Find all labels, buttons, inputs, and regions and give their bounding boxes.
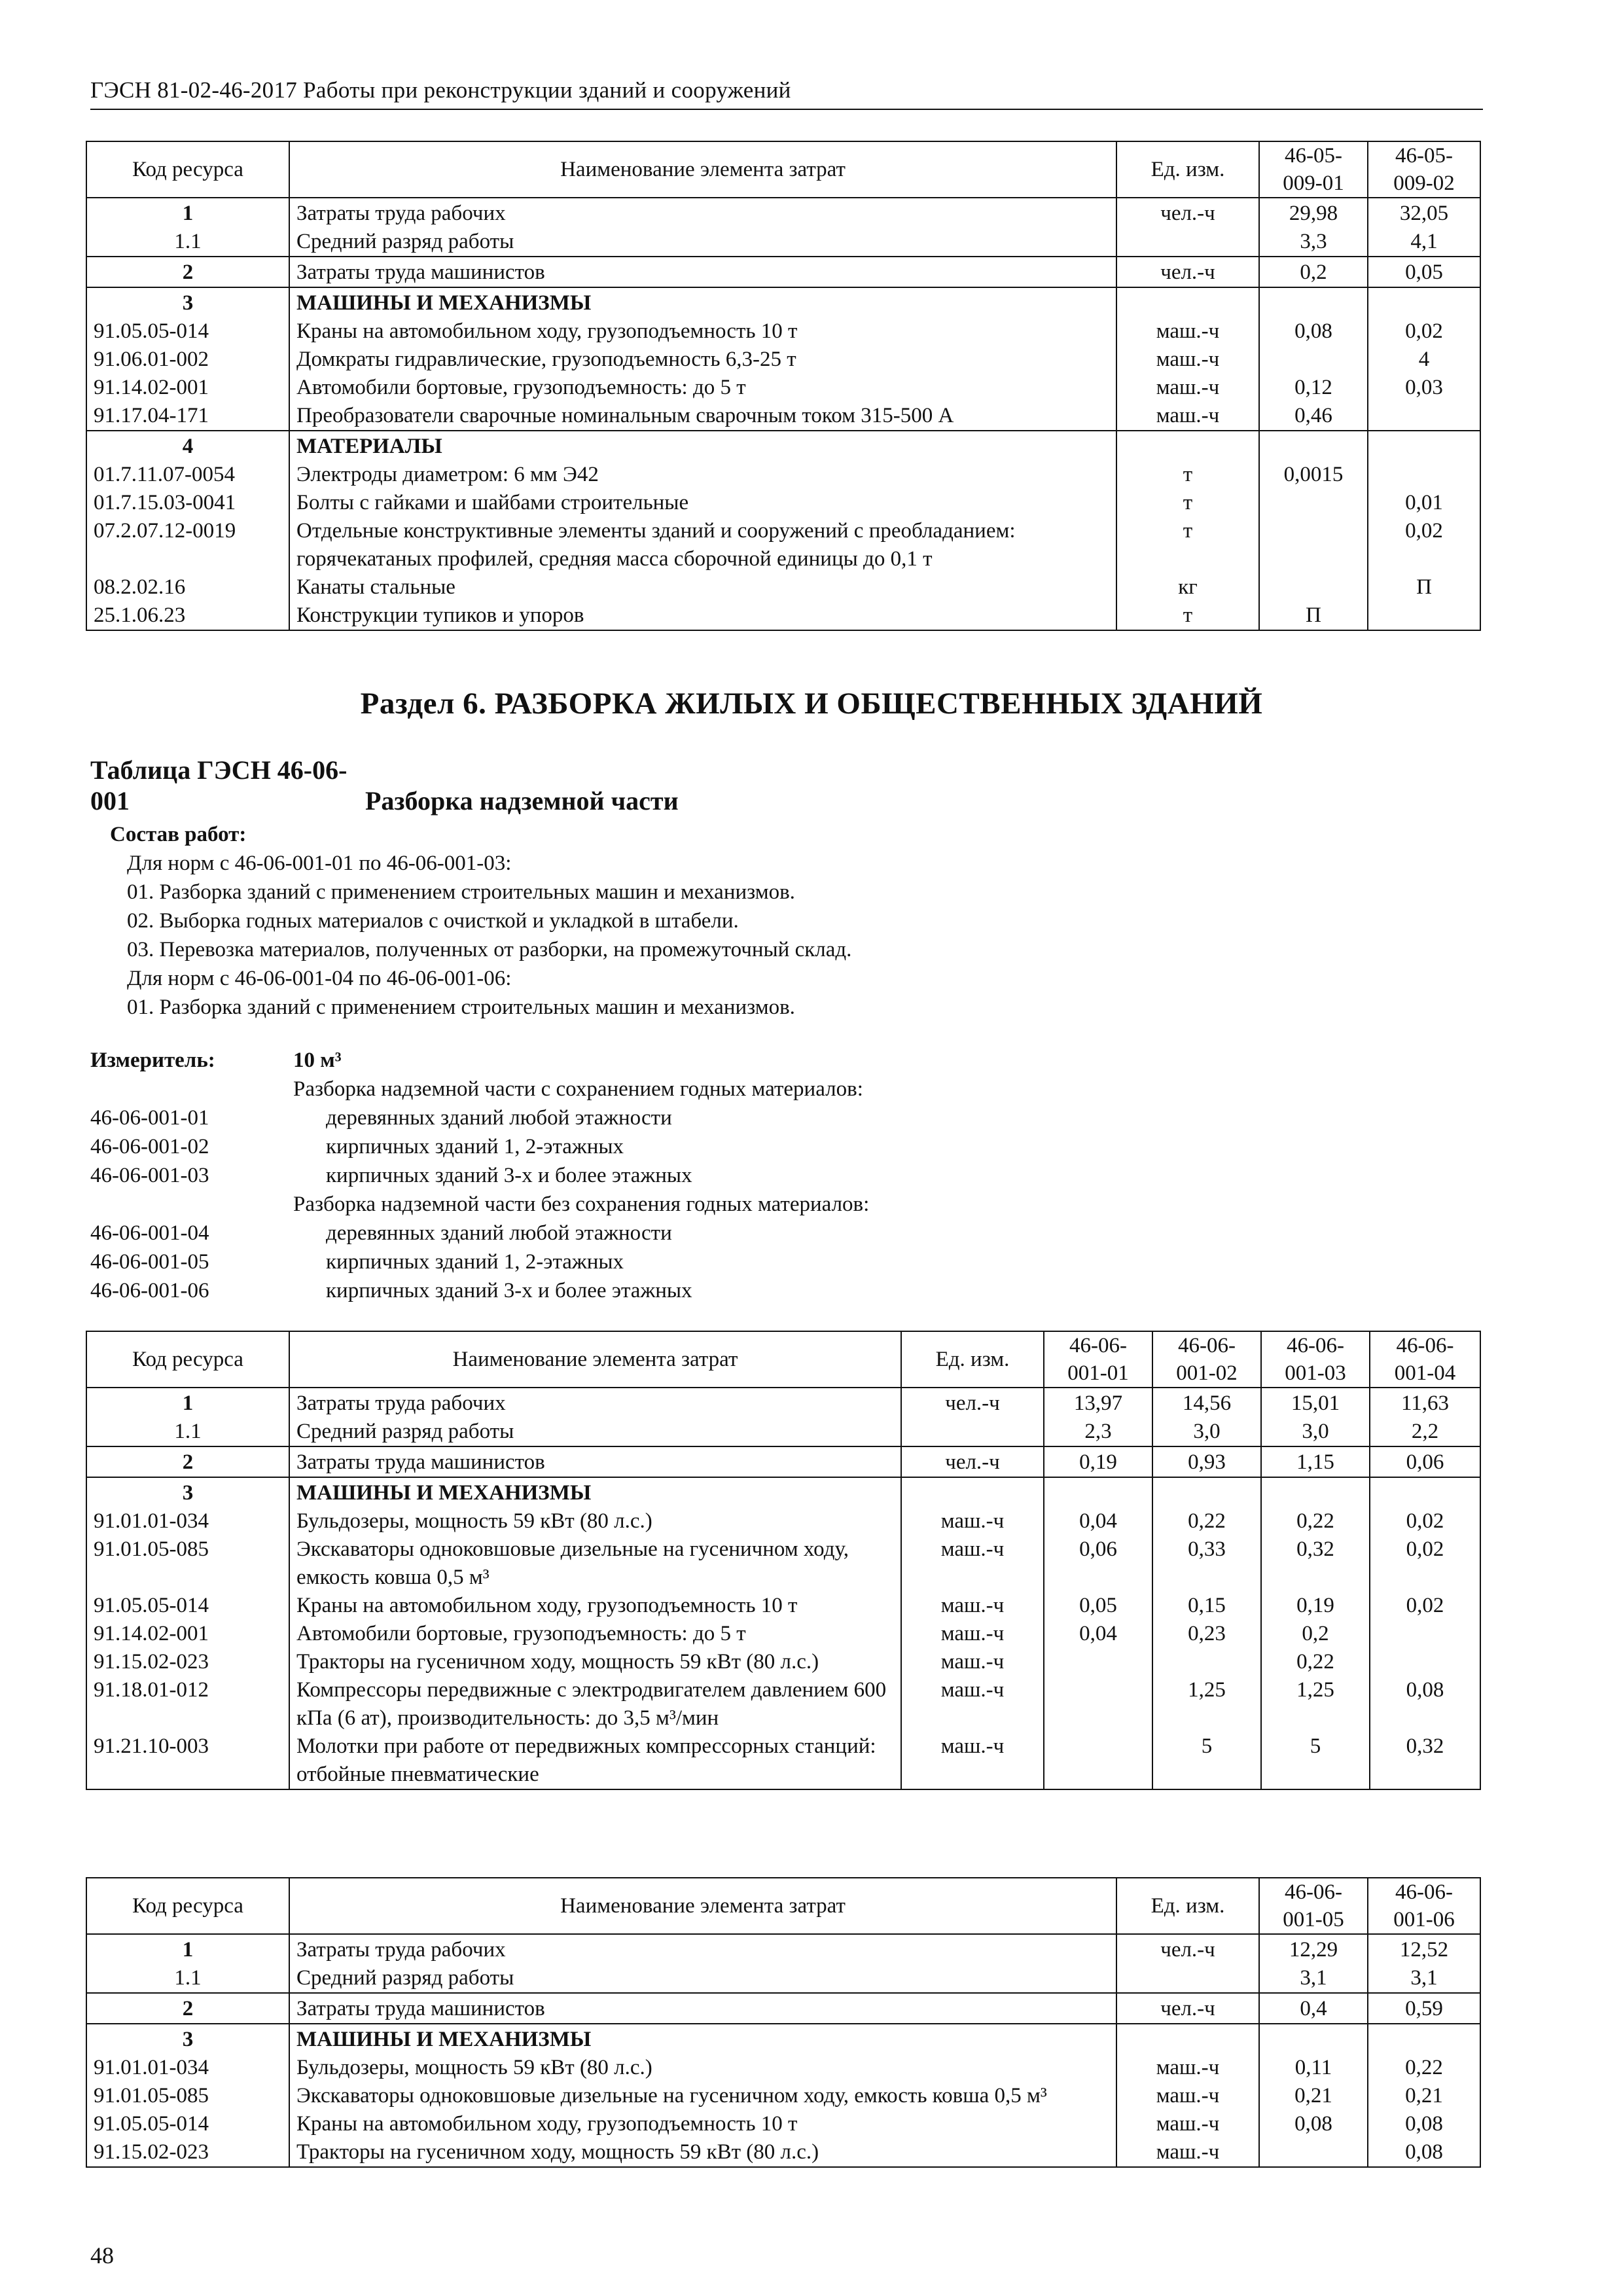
unit-of-measure: маш.-ч — [1116, 402, 1259, 431]
norm-value: 12,29 — [1259, 1934, 1368, 1964]
norm-value — [1259, 2138, 1368, 2167]
unit-of-measure: т — [1116, 461, 1259, 489]
norm-value — [1370, 1648, 1480, 1676]
norm-value — [1152, 1477, 1261, 1507]
cost-element-name: Домкраты гидравлические, грузоподъемность 6,3-25 т — [289, 346, 1116, 374]
row-group — [86, 1993, 1480, 2024]
table-row — [86, 2082, 1480, 2110]
norm-line — [90, 1161, 1137, 1190]
unit-of-measure: маш.-ч — [1116, 346, 1259, 374]
norm-value: 11,63 — [1370, 1388, 1480, 1418]
norm-value: 3,3 — [1259, 228, 1368, 257]
norm-value: 0,19 — [1261, 1592, 1370, 1620]
resource-code: 91.01.05-085 — [86, 2082, 289, 2110]
row-group — [86, 1388, 1480, 1446]
resource-code: 91.14.02-001 — [86, 374, 289, 402]
norm-value — [1370, 1620, 1480, 1648]
measure-block — [90, 1046, 1137, 1305]
column-header: Наименование элемента затрат — [289, 141, 1116, 198]
norm-value — [1259, 287, 1368, 317]
resource-code: 91.05.05-014 — [86, 317, 289, 346]
unit-of-measure: чел.-ч — [901, 1446, 1044, 1477]
norm-value — [1368, 461, 1480, 489]
work-item: 01. Разборка зданий с применением строительных машин и механизмов. — [127, 880, 795, 904]
table-row — [86, 317, 1480, 346]
cost-element-name: Краны на автомобильном ходу, грузоподъемность 10 т — [289, 2110, 1116, 2138]
table-row — [86, 1993, 1480, 2024]
cost-element-name: МАШИНЫ И МЕХАНИЗМЫ — [289, 287, 1116, 317]
norm-value — [1259, 2024, 1368, 2054]
unit-of-measure: кг — [1116, 573, 1259, 601]
cost-element-name: Средний разряд работы — [289, 1418, 901, 1446]
table-row — [86, 573, 1480, 601]
cost-element-name: Экскаваторы одноковшовые дизельные на гусеничном ходу, емкость ковша 0,5 м³ — [289, 2082, 1116, 2110]
norm-value: 29,98 — [1259, 198, 1368, 228]
cost-element-name: Тракторы на гусеничном ходу, мощность 59 кВт (80 л.с.) — [289, 1648, 901, 1676]
norm-value — [1152, 1648, 1261, 1676]
norm-value: 0,08 — [1259, 2110, 1368, 2138]
norm-value: 0,04 — [1044, 1507, 1152, 1535]
unit-of-measure: чел.-ч — [1116, 198, 1259, 228]
page-number: 48 — [90, 2242, 114, 2269]
cost-element-name: Компрессоры передвижные с электродвигателем давлением 600 кПа (6 ат), производительность: до 3,5 м³/мин — [289, 1676, 901, 1732]
norm-value: 3,0 — [1152, 1418, 1261, 1446]
norm-value: 13,97 — [1044, 1388, 1152, 1418]
norm-value: 0,22 — [1152, 1507, 1261, 1535]
norm-description: деревянных зданий любой этажности — [326, 1106, 672, 1130]
unit-of-measure — [1116, 2024, 1259, 2054]
norm-value: 0,15 — [1152, 1592, 1261, 1620]
norm-description: кирпичных зданий 1, 2-этажных — [326, 1250, 624, 1274]
table-row — [86, 2110, 1480, 2138]
norm-line — [90, 1190, 1137, 1219]
unit-of-measure — [901, 1418, 1044, 1446]
column-header: 46-05- 009-01 — [1259, 141, 1368, 198]
row-group — [86, 1446, 1480, 1477]
measure-unit-row — [90, 1046, 1137, 1075]
table-row — [86, 1592, 1480, 1620]
unit-of-measure: чел.-ч — [901, 1388, 1044, 1418]
table-row — [86, 287, 1480, 317]
resource-code: 1.1 — [86, 1418, 289, 1446]
norm-value: 0,2 — [1261, 1620, 1370, 1648]
resource-code: 91.18.01-012 — [86, 1676, 289, 1732]
table-row — [86, 1418, 1480, 1446]
norm-value: П — [1259, 601, 1368, 630]
norm-code — [90, 1190, 293, 1219]
table-row — [86, 2054, 1480, 2082]
cost-element-name: Бульдозеры, мощность 59 кВт (80 л.с.) — [289, 2054, 1116, 2082]
resource-code: 1 — [86, 1388, 289, 1418]
norm-value: 0,08 — [1368, 2138, 1480, 2167]
norm-value — [1368, 431, 1480, 461]
cost-element-name: Канаты стальные — [289, 573, 1116, 601]
resource-table-46-06-001-05-06 — [86, 1877, 1481, 2168]
resource-code: 2 — [86, 1446, 289, 1477]
norm-value: 0,06 — [1044, 1535, 1152, 1592]
norm-value: 0,33 — [1152, 1535, 1261, 1592]
norm-value — [1370, 1477, 1480, 1507]
norm-value: 0,59 — [1368, 1993, 1480, 2024]
table-row — [86, 1446, 1480, 1477]
norm-value: 0,22 — [1261, 1507, 1370, 1535]
table-row — [86, 517, 1480, 573]
norm-value: 3,1 — [1259, 1964, 1368, 1993]
norm-value: 0,02 — [1370, 1592, 1480, 1620]
header-row — [86, 1331, 1480, 1388]
column-header: 46-05- 009-02 — [1368, 141, 1480, 198]
norm-value: 4 — [1368, 346, 1480, 374]
resource-code: 91.14.02-001 — [86, 1620, 289, 1648]
row-group — [86, 198, 1480, 257]
header-row — [86, 141, 1480, 198]
norm-value: 0,22 — [1368, 2054, 1480, 2082]
column-header: Наименование элемента затрат — [289, 1878, 1116, 1934]
unit-of-measure: маш.-ч — [901, 1620, 1044, 1648]
table-row — [86, 1648, 1480, 1676]
cost-element-name: Отдельные конструктивные элементы зданий и сооружений с преобладанием: горячекатаных профилей, средняя масса сборочной единицы до 0,1 т — [289, 517, 1116, 573]
norm-value: 0,19 — [1044, 1446, 1152, 1477]
cost-element-name: Средний разряд работы — [289, 1964, 1116, 1993]
unit-of-measure: маш.-ч — [901, 1676, 1044, 1732]
norm-value: 0,11 — [1259, 2054, 1368, 2082]
norm-value: 1,25 — [1261, 1676, 1370, 1732]
unit-of-measure: маш.-ч — [901, 1507, 1044, 1535]
column-header: 46-06- 001-02 — [1152, 1331, 1261, 1388]
table-row — [86, 1732, 1480, 1789]
norm-value: 32,05 — [1368, 198, 1480, 228]
column-header: Код ресурса — [86, 1331, 289, 1388]
norm-code — [90, 1075, 293, 1103]
resource-code: 91.15.02-023 — [86, 1648, 289, 1676]
resource-code: 91.05.05-014 — [86, 1592, 289, 1620]
resource-table-46-06-001-01-04 — [86, 1331, 1481, 1790]
cost-element-name: Краны на автомобильном ходу, грузоподъемность 10 т — [289, 1592, 901, 1620]
norm-line — [90, 1132, 1137, 1161]
resource-code: 3 — [86, 287, 289, 317]
norm-value: 15,01 — [1261, 1388, 1370, 1418]
norm-value: 0,02 — [1368, 517, 1480, 573]
norm-value: 0,21 — [1259, 2082, 1368, 2110]
cost-element-name: Затраты труда машинистов — [289, 1446, 901, 1477]
table-row — [86, 489, 1480, 517]
running-header: ГЭСН 81-02-46-2017 Работы при реконструкции зданий и сооружений — [90, 77, 791, 103]
cost-element-name: Затраты труда рабочих — [289, 1388, 901, 1418]
unit-of-measure: т — [1116, 601, 1259, 630]
norm-code: 46-06-001-03 — [90, 1164, 209, 1187]
norm-value: 0,03 — [1368, 374, 1480, 402]
cost-element-name: Болты с гайками и шайбами строительные — [289, 489, 1116, 517]
row-group — [86, 431, 1480, 630]
norm-value: 2,3 — [1044, 1418, 1152, 1446]
cost-element-name: Затраты труда машинистов — [289, 1993, 1116, 2024]
norm-line — [90, 1219, 1137, 1247]
cost-element-name: Молотки при работе от передвижных компрессорных станций: отбойные пневматические — [289, 1732, 901, 1789]
norm-value: 0,08 — [1370, 1676, 1480, 1732]
norm-value — [1259, 431, 1368, 461]
resource-code: 1 — [86, 198, 289, 228]
unit-of-measure: т — [1116, 489, 1259, 517]
header-row — [86, 1878, 1480, 1934]
resource-code: 91.15.02-023 — [86, 2138, 289, 2167]
resource-table-46-05-009 — [86, 141, 1481, 631]
table-row — [86, 374, 1480, 402]
norm-value: 0,4 — [1259, 1993, 1368, 2024]
section-title: Раздел 6. РАЗБОРКА ЖИЛЫХ И ОБЩЕСТВЕННЫХ ЗДАНИЙ — [360, 687, 1263, 721]
column-header: 46-06- 001-06 — [1368, 1878, 1480, 1934]
norm-line — [90, 1276, 1137, 1305]
cost-element-name: Тракторы на гусеничном ходу, мощность 59 кВт (80 л.с.) — [289, 2138, 1116, 2167]
table-row — [86, 2024, 1480, 2054]
norm-value — [1044, 1676, 1152, 1732]
norm-value: 0,12 — [1259, 374, 1368, 402]
cost-element-name: Конструкции тупиков и упоров — [289, 601, 1116, 630]
norm-value: 0,06 — [1370, 1446, 1480, 1477]
norm-value: 3,0 — [1261, 1418, 1370, 1446]
work-item: Для норм с 46-06-001-01 по 46-06-001-03: — [127, 852, 512, 875]
resource-code: 01.7.15.03-0041 — [86, 489, 289, 517]
norm-value: П — [1368, 573, 1480, 601]
resource-code: 08.2.02.16 — [86, 573, 289, 601]
norm-value: 0,05 — [1368, 257, 1480, 287]
norm-value — [1044, 1732, 1152, 1789]
cost-element-name: МАТЕРИАЛЫ — [289, 431, 1116, 461]
norm-value: 0,0015 — [1259, 461, 1368, 489]
norm-value: 0,23 — [1152, 1620, 1261, 1648]
column-header: Ед. изм. — [901, 1331, 1044, 1388]
norm-value — [1259, 346, 1368, 374]
norm-line — [90, 1247, 1137, 1276]
column-header: Ед. изм. — [1116, 1878, 1259, 1934]
norm-value: 0,02 — [1370, 1507, 1480, 1535]
cost-element-name: Электроды диаметром: 6 мм Э42 — [289, 461, 1116, 489]
norm-value — [1044, 1648, 1152, 1676]
resource-code: 91.01.01-034 — [86, 2054, 289, 2082]
table-row — [86, 2138, 1480, 2167]
table-row — [86, 1934, 1480, 1964]
resource-code: 3 — [86, 2024, 289, 2054]
norm-code: 46-06-001-02 — [90, 1135, 209, 1158]
work-item: 02. Выборка годных материалов с очисткой и укладкой в штабели. — [127, 909, 739, 933]
norm-value: 2,2 — [1370, 1418, 1480, 1446]
resource-code: 1.1 — [86, 1964, 289, 1993]
cost-element-name: Автомобили бортовые, грузоподъемность: до 5 т — [289, 374, 1116, 402]
cost-element-name: Затраты труда рабочих — [289, 198, 1116, 228]
unit-of-measure — [1116, 287, 1259, 317]
column-header: Ед. изм. — [1116, 141, 1259, 198]
resource-code: 91.05.05-014 — [86, 2110, 289, 2138]
row-group — [86, 1934, 1480, 1993]
norm-value: 0,93 — [1152, 1446, 1261, 1477]
resource-code: 91.01.01-034 — [86, 1507, 289, 1535]
norm-value — [1368, 402, 1480, 431]
work-item: Для норм с 46-06-001-04 по 46-06-001-06: — [127, 967, 512, 990]
cost-element-name: Бульдозеры, мощность 59 кВт (80 л.с.) — [289, 1507, 901, 1535]
norm-description: Разборка надземной части с сохранением годных материалов: — [293, 1077, 863, 1101]
norm-value: 4,1 — [1368, 228, 1480, 257]
unit-of-measure — [1116, 1964, 1259, 1993]
unit-of-measure — [1116, 431, 1259, 461]
unit-of-measure: маш.-ч — [901, 1535, 1044, 1592]
unit-of-measure: маш.-ч — [1116, 374, 1259, 402]
table-row — [86, 461, 1480, 489]
cost-element-name: Средний разряд работы — [289, 228, 1116, 257]
cost-element-name: Преобразователи сварочные номинальным сварочным током 315-500 А — [289, 402, 1116, 431]
resource-code: 91.01.05-085 — [86, 1535, 289, 1592]
unit-of-measure: маш.-ч — [901, 1592, 1044, 1620]
column-header: Код ресурса — [86, 141, 289, 198]
unit-of-measure — [1116, 228, 1259, 257]
norm-value: 1,15 — [1261, 1446, 1370, 1477]
table-row — [86, 402, 1480, 431]
row-group — [86, 2024, 1480, 2167]
unit-of-measure: маш.-ч — [1116, 2082, 1259, 2110]
resource-code: 2 — [86, 257, 289, 287]
resource-code: 1.1 — [86, 228, 289, 257]
norm-value: 0,08 — [1259, 317, 1368, 346]
norm-line — [90, 1103, 1137, 1132]
norm-value: 0,02 — [1370, 1535, 1480, 1592]
norm-code: 46-06-001-05 — [90, 1250, 209, 1274]
measure-unit: 10 м³ — [293, 1049, 342, 1072]
norm-value — [1261, 1477, 1370, 1507]
resource-code: 1 — [86, 1934, 289, 1964]
table-row — [86, 1676, 1480, 1732]
unit-of-measure: маш.-ч — [1116, 2054, 1259, 2082]
row-group — [86, 287, 1480, 431]
table-row — [86, 1620, 1480, 1648]
table-row — [86, 1388, 1480, 1418]
norm-description: кирпичных зданий 3-х и более этажных — [326, 1279, 692, 1302]
cost-element-name: Затраты труда рабочих — [289, 1934, 1116, 1964]
norm-value: 0,2 — [1259, 257, 1368, 287]
unit-of-measure: чел.-ч — [1116, 1934, 1259, 1964]
unit-of-measure: маш.-ч — [1116, 2138, 1259, 2167]
resource-code: 25.1.06.23 — [86, 601, 289, 630]
unit-of-measure — [901, 1477, 1044, 1507]
resource-code: 91.06.01-002 — [86, 346, 289, 374]
table-row — [86, 1477, 1480, 1507]
work-item: 01. Разборка зданий с применением строительных машин и механизмов. — [127, 996, 795, 1019]
resource-code: 01.7.11.07-0054 — [86, 461, 289, 489]
column-header: 46-06- 001-01 — [1044, 1331, 1152, 1388]
unit-of-measure: маш.-ч — [901, 1732, 1044, 1789]
table-row — [86, 257, 1480, 287]
cost-element-name: МАШИНЫ И МЕХАНИЗМЫ — [289, 1477, 901, 1507]
norm-value: 1,25 — [1152, 1676, 1261, 1732]
cost-element-name: МАШИНЫ И МЕХАНИЗМЫ — [289, 2024, 1116, 2054]
resource-code: 3 — [86, 1477, 289, 1507]
norm-value: 5 — [1152, 1732, 1261, 1789]
norm-value: 14,56 — [1152, 1388, 1261, 1418]
table-row — [86, 346, 1480, 374]
resource-code: 2 — [86, 1993, 289, 2024]
norm-description: деревянных зданий любой этажности — [326, 1221, 672, 1245]
table-row — [86, 601, 1480, 630]
table-name: Разборка надземной части — [365, 786, 679, 816]
row-group — [86, 257, 1480, 287]
norm-value: 0,46 — [1259, 402, 1368, 431]
norm-value: 0,32 — [1261, 1535, 1370, 1592]
table-title — [90, 755, 679, 816]
measure-label: Измеритель: — [90, 1049, 215, 1072]
table-row — [86, 431, 1480, 461]
norm-value — [1259, 517, 1368, 573]
table-row — [86, 1535, 1480, 1592]
norm-value — [1259, 573, 1368, 601]
norm-description: кирпичных зданий 1, 2-этажных — [326, 1135, 624, 1158]
work-composition-heading: Состав работ: — [110, 823, 247, 846]
norm-code: 46-06-001-06 — [90, 1279, 209, 1302]
norm-code: 46-06-001-01 — [90, 1106, 209, 1130]
norm-value: 0,08 — [1368, 2110, 1480, 2138]
table-row — [86, 198, 1480, 228]
cost-element-name: Автомобили бортовые, грузоподъемность: до 5 т — [289, 1620, 901, 1648]
resource-code: 4 — [86, 431, 289, 461]
resource-code: 91.21.10-003 — [86, 1732, 289, 1789]
unit-of-measure: чел.-ч — [1116, 257, 1259, 287]
norm-value: 0,02 — [1368, 317, 1480, 346]
norm-value: 0,05 — [1044, 1592, 1152, 1620]
norm-value: 0,01 — [1368, 489, 1480, 517]
cost-element-name: Затраты труда машинистов — [289, 257, 1116, 287]
unit-of-measure: маш.-ч — [901, 1648, 1044, 1676]
cost-element-name: Краны на автомобильном ходу, грузоподъемность 10 т — [289, 317, 1116, 346]
table-row — [86, 1507, 1480, 1535]
column-header: 46-06- 001-04 — [1370, 1331, 1480, 1388]
norm-value — [1044, 1477, 1152, 1507]
unit-of-measure: маш.-ч — [1116, 317, 1259, 346]
table-row — [86, 1964, 1480, 1993]
header-rule — [90, 109, 1483, 110]
norm-value — [1368, 601, 1480, 630]
unit-of-measure: маш.-ч — [1116, 2110, 1259, 2138]
norm-description: кирпичных зданий 3-х и более этажных — [326, 1164, 692, 1187]
unit-of-measure: т — [1116, 517, 1259, 573]
norm-value — [1259, 489, 1368, 517]
work-composition — [111, 820, 851, 1022]
cost-element-name: Экскаваторы одноковшовые дизельные на гусеничном ходу, емкость ковша 0,5 м³ — [289, 1535, 901, 1592]
norm-value: 0,32 — [1370, 1732, 1480, 1789]
column-header: 46-06- 001-05 — [1259, 1878, 1368, 1934]
resource-code: 07.2.07.12-0019 — [86, 517, 289, 573]
row-group — [86, 1477, 1480, 1789]
work-composition-list — [111, 849, 851, 1022]
resource-code: 91.17.04-171 — [86, 402, 289, 431]
norm-value — [1368, 2024, 1480, 2054]
norm-value: 0,22 — [1261, 1648, 1370, 1676]
norm-line — [90, 1075, 1137, 1103]
work-item: 03. Перевозка материалов, полученных от разборки, на промежуточный склад. — [127, 938, 852, 961]
column-header: Код ресурса — [86, 1878, 289, 1934]
column-header: Наименование элемента затрат — [289, 1331, 901, 1388]
norm-description: Разборка надземной части без сохранения годных материалов: — [293, 1193, 870, 1216]
norm-value — [1368, 287, 1480, 317]
table-number: Таблица ГЭСН 46-06-001 — [90, 755, 348, 816]
norm-value: 12,52 — [1368, 1934, 1480, 1964]
unit-of-measure: чел.-ч — [1116, 1993, 1259, 2024]
column-header: 46-06- 001-03 — [1261, 1331, 1370, 1388]
norm-value: 0,21 — [1368, 2082, 1480, 2110]
norm-value: 0,04 — [1044, 1620, 1152, 1648]
table-row — [86, 228, 1480, 257]
norm-value: 5 — [1261, 1732, 1370, 1789]
norm-code: 46-06-001-04 — [90, 1221, 209, 1245]
norm-value: 3,1 — [1368, 1964, 1480, 1993]
norm-list — [90, 1075, 1137, 1305]
